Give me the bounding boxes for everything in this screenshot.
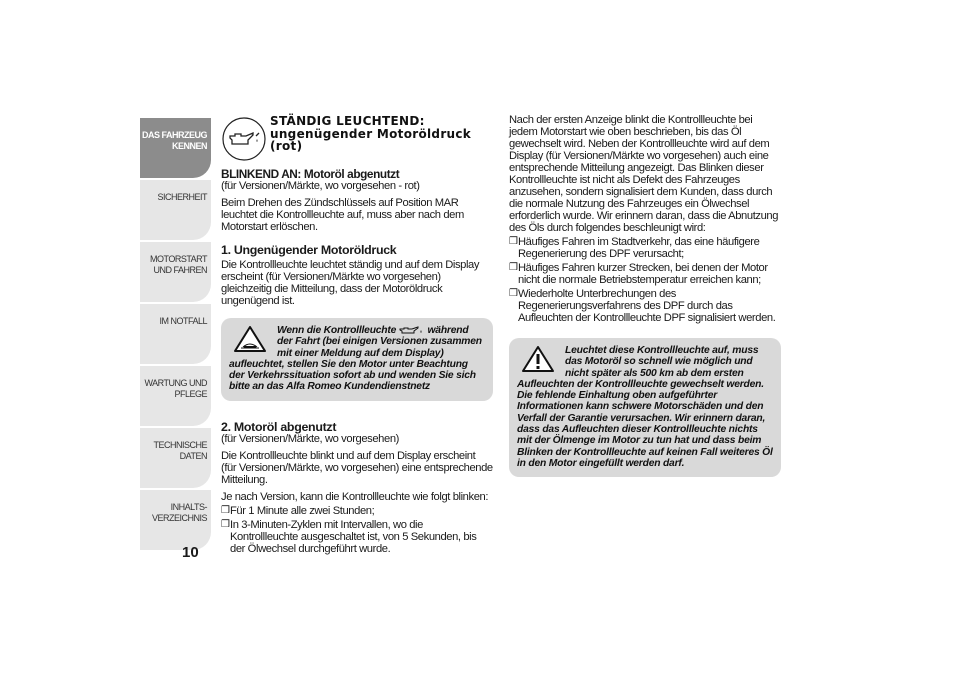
oil-pressure-icon [399,325,425,335]
tab-technische-daten[interactable] [140,428,211,488]
tab-label: DAS FAHRZEUG KENNEN [142,130,208,151]
oil-pressure-icon [221,116,267,162]
warning-text-post: während der Fahrt (bei einigen Versionen zusammen mit einer Meldung auf dem Display) aufleuchtet, stellen Sie den Motor unter Beachtung der Verkehrssituation sofort ab und wenden Sie sich bitte an das Alfa Romeo Kundendienstnetz [229,325,482,393]
list-item: ❒ Häufiges Fahren im Stadtverkehr, das eine häufigere Regenerierung des DPF verursacht; [509,236,760,260]
list-item: ❒ Für 1 Minute alle zwei Stunden; [221,504,375,517]
checkbox-bullet-icon: ❒ [221,504,230,516]
warning-text-pre: Wenn die Kontrollleuchte [277,325,397,336]
blink-heading: BLINKEND AN: Motoröl abgenutzt [221,167,400,181]
list-item: ❒ Häufiges Fahren kurzer Strecken, bei denen der Motor nicht die normale Betriebstemperatur erreichen kann; [509,262,768,286]
heading-insufficient-oil-pressure: 1. Ungenügender Motoröldruck [221,243,397,257]
blink-subtitle: (für Versionen/Märkte, wo vorgesehen - rot) [221,180,420,192]
blink-paragraph: Beim Drehen des Zündschlüssels auf Position MAR leuchtet die Kontrollleuchte auf, muss aber nach dem Motorstart erlöschen. [221,197,464,233]
tab-label: TECHNISCHE DATEN [153,440,207,461]
section-header [221,116,493,162]
left-column [221,116,493,555]
page-number: 10 [182,544,199,561]
warning-triangle-icon [233,325,267,353]
tab-im-notfall[interactable] [140,304,211,364]
tab-label: WARTUNG UND PFLEGE [144,378,207,399]
tab-motorstart-und-fahren[interactable] [140,242,211,302]
chapter-sidebar [140,118,211,552]
checkbox-bullet-icon: ❒ [509,288,518,299]
warning-triangle-icon [521,345,555,373]
checkbox-bullet-icon: ❒ [509,236,518,247]
checkbox-bullet-icon: ❒ [509,262,518,273]
list-item: ❒ In 3-Minuten-Zyklen mit Intervallen, wo die Kontrollleuchte ausgeschaltet ist, von 5 Sekunden, bis der Ölwechsel durchgeführt wurde. [221,518,477,555]
tab-label: IM NOTFALL [159,316,207,326]
tab-wartung-und-pflege[interactable] [140,366,211,426]
list-item: ❒ Wiederholte Unterbrechungen des Regenerierungsverfahrens des DPF durch das Aufleuchten der Kontrollleuchte DPF signalisiert werden. [509,288,776,324]
oil-pressure-paragraph: Die Kontrollleuchte leuchtet ständig und auf dem Display erscheint (für Versionen/Märkte wo vorgesehen) gleichzeitig die Mitteilung, dass der Motoröldruck ungenügend ist. [221,259,480,307]
blink-modes-intro: Je nach Version, kann die Kontrollleuchte wie folgt blinken: [221,490,489,503]
tab-das-fahrzeug-kennen[interactable] [140,118,211,178]
tab-inhaltsverzeichnis[interactable] [140,490,211,550]
checkbox-bullet-icon: ❒ [221,518,230,530]
blink-explanation-paragraph: Nach der ersten Anzeige blinkt die Kontrollleuchte bei jedem Motorstart wie oben beschrieben, bis das Öl gewechselt wird. Neben der Kontrollleuchte wird auf dem Display (für Versionen/Märkte wo vorgesehen) auch eine entsprechende Mitteilung angezeigt. Das Blinken dieser Kontrollleuchte ist nicht als Defekt des Fahrzeuges anzusehen, sondern signalisiert dem Kunden, dass durch die normale Nutzung des Fahrzeuges ein Ölwechsel erforderlich wurde. Wir erinnern daran, dass die Abnutzung des Öls durch folgendes beschleunigt wird: [509,114,779,234]
tab-sicherheit[interactable] [140,180,211,240]
oil-worn-subtitle: (für Versionen/Märkte, wo vorgesehen) [221,432,399,445]
oil-worn-paragraph: Die Kontrollleuchte blinkt und auf dem Display erscheint (für Versionen/Märkte, wo vorgesehen) eine entsprechende Mitteilung. [221,449,493,486]
warning-box [221,318,493,401]
section-title: STÄNDIG LEUCHTEND: ungenügender Motoröldruck (rot) [270,114,472,153]
warning-text: Leuchtet diese Kontrollleuchte auf, muss das Motoröl so schnell wie möglich und nicht später als 500 km ab dem ersten Aufleuchten der Kontrollleuchte gewechselt werden. Die fehlende Einhaltung oben aufgeführter Informationen kann schwere Motorschäden und den Verfall der Garantie verursachen. Wir erinnern daran, dass das Aufleuchten dieser Kontrollleuchte nichts mit der Ölmenge im Motor zu tun hat und dass beim Blinken der Kontrollleuchte auf keinen Fall weiteres Öl in den Motor eingefüllt werden darf. [517,345,773,469]
tab-label: MOTORSTART UND FAHREN [149,254,207,275]
right-column [509,114,781,477]
tab-label: INHALTS-VERZEICHNIS [151,502,207,523]
warning-box [509,338,781,477]
tab-label: SICHERHEIT [157,192,207,202]
heading-oil-worn: 2. Motoröl abgenutzt [221,419,337,434]
